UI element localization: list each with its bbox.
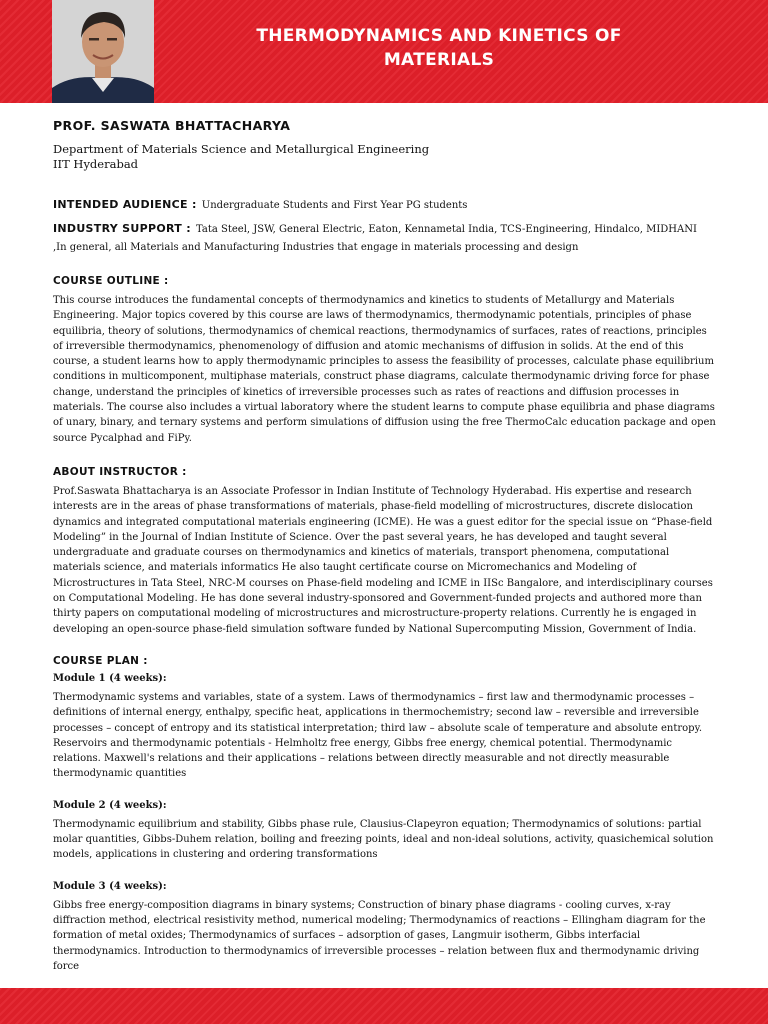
course-outline-heading: COURSE OUTLINE : bbox=[53, 275, 169, 287]
module-1-text: Thermodynamic systems and variables, state of a system. Laws of thermodynamics – first law and thermodynamic processes – definitions of internal energy, enthalpy, specific heat, applications in thermochemistry; second law – reversible and irreversible processes – concept of entropy and its statistical interpretation; third law – absolute scale of temperature and absolute entropy. Reservoirs and thermodynamic potentials - Helmholtz free energy, Gibbs free energy, chemical potential. Thermodynamic relations. Maxwell's relations and their applications – relations between directly measurable and not directly measurable thermodynamic quantities bbox=[53, 691, 703, 780]
instructor-name: PROF. SASWATA BHATTACHARYA bbox=[53, 118, 291, 133]
course-title bbox=[170, 24, 708, 72]
module-2-title: Module 2 (4 weeks): bbox=[53, 799, 167, 811]
industry-support-label: INDUSTRY SUPPORT : bbox=[53, 222, 191, 235]
main-content bbox=[53, 118, 717, 974]
header-banner bbox=[0, 0, 768, 103]
intended-audience-value: Undergraduate Students and First Year PG students bbox=[201, 200, 468, 211]
module-3-text: Gibbs free energy-composition diagrams in binary systems; Construction of binary phase diagrams - cooling curves, x-ray diffraction method, electrical resistivity method, numerical modeling; Thermodynamics of reactions – Ellingham diagram for the formation of metal oxides; Thermodynamics of surfaces – adsorption of gases, Langmuir isotherm, Gibbs interfacial thermodynamics. Introduction to thermodynamics of irreversible processes – relation between flux and thermodynamic driving force bbox=[53, 899, 706, 972]
course-outline-text: This course introduces the fundamental concepts of thermodynamics and kinetics to students of Metallurgy and Materials Engineering. Major topics covered by this course are laws of thermodynamics, thermodynamic potentials, principles of phase equilibria, theory of solutions, thermodynamics of chemical reactions, thermodynamics of surfaces, rates of reactions, principles of irreversible thermodynamics, phenomenology of diffusion and atomic mechanisms of diffusion in solids. At the end of this course, a student learns how to apply thermodynamic principles to assess the feasibility of processes, calculate phase equilibrium conditions in multicomponent, multiphase materials, construct phase diagrams, calculate thermodynamic driving force for phase change, understand the principles of kinetics of irreversible processes such as rates of reactions and diffusion processes in materials. The course also includes a virtual laboratory where the student learns to compute phase equilibria and phase diagrams of unary, binary, and ternary systems and perform simulations of diffusion using the free ThermoCalc education package and open source Pycalphad and FiPy. bbox=[53, 295, 716, 444]
instructor-institute: IIT Hyderabad bbox=[53, 157, 139, 171]
instructor-affiliation bbox=[53, 142, 717, 172]
industry-support-note: ,In general, all Materials and Manufacturing Industries that engage in materials processing and design bbox=[53, 242, 579, 253]
module-3-title: Module 3 (4 weeks): bbox=[53, 880, 167, 892]
footer-banner bbox=[0, 988, 768, 1024]
module-1-title: Module 1 (4 weeks): bbox=[53, 672, 167, 684]
course-title-line-2: MATERIALS bbox=[383, 50, 495, 70]
intended-audience-label: INTENDED AUDIENCE : bbox=[53, 198, 197, 211]
instructor-photo bbox=[52, 0, 154, 103]
module-2-text: Thermodynamic equilibrium and stability, Gibbs phase rule, Clausius-Clapeyron equation; Thermodynamics of solutions: partial molar quantities, Gibbs-Duhem relation, boiling and freezing points, ideal and non-ideal solutions, activity, quasichemical solution models, applications in clustering and ordering transformations bbox=[53, 818, 714, 861]
about-instructor-heading: ABOUT INSTRUCTOR : bbox=[53, 465, 187, 478]
industry-support-row bbox=[53, 217, 717, 236]
intended-audience-row bbox=[53, 193, 717, 212]
course-title-line-1: THERMODYNAMICS AND KINETICS OF bbox=[256, 26, 622, 46]
course-plan-heading: COURSE PLAN : bbox=[53, 654, 148, 667]
industry-support-value: Tata Steel, JSW, General Electric, Eaton, Kennametal India, TCS-Engineering, Hindalco, MIDHANI bbox=[195, 224, 697, 235]
about-instructor-text: Prof.Saswata Bhattacharya is an Associate Professor in Indian Institute of Technology Hyderabad. His expertise and research interests are in the areas of phase transformations of materials, phase-field modelling of microstructures, discrete dislocation dynamics and integrated computational materials engineering (ICME). He was a guest editor for the special issue on “Phase-field Modeling” in the Journal of Indian Institute of Science. Over the past several years, he has developed and taught several undergraduate and graduate courses on thermodynamics and kinetics of materials, transport phenomena, computational materials science, and materials informatics He also taught certificate course on Micromechanics and Modeling of Microstructures in Tata Steel, NRC-M courses on Phase-field modeling and ICME in IISc Bangalore, and interdisciplinary courses on Computational Modeling. He has done several industry-sponsored and Government-funded projects and authored more than thirty papers on computational modeling of microstructures and microstructure-property relations. Currently he is engaged in developing an open-source phase-field simulation software funded by National Supercomputing Mission, Government of India. bbox=[53, 485, 713, 635]
instructor-department: Department of Materials Science and Metallurgical Engineering bbox=[53, 142, 430, 156]
